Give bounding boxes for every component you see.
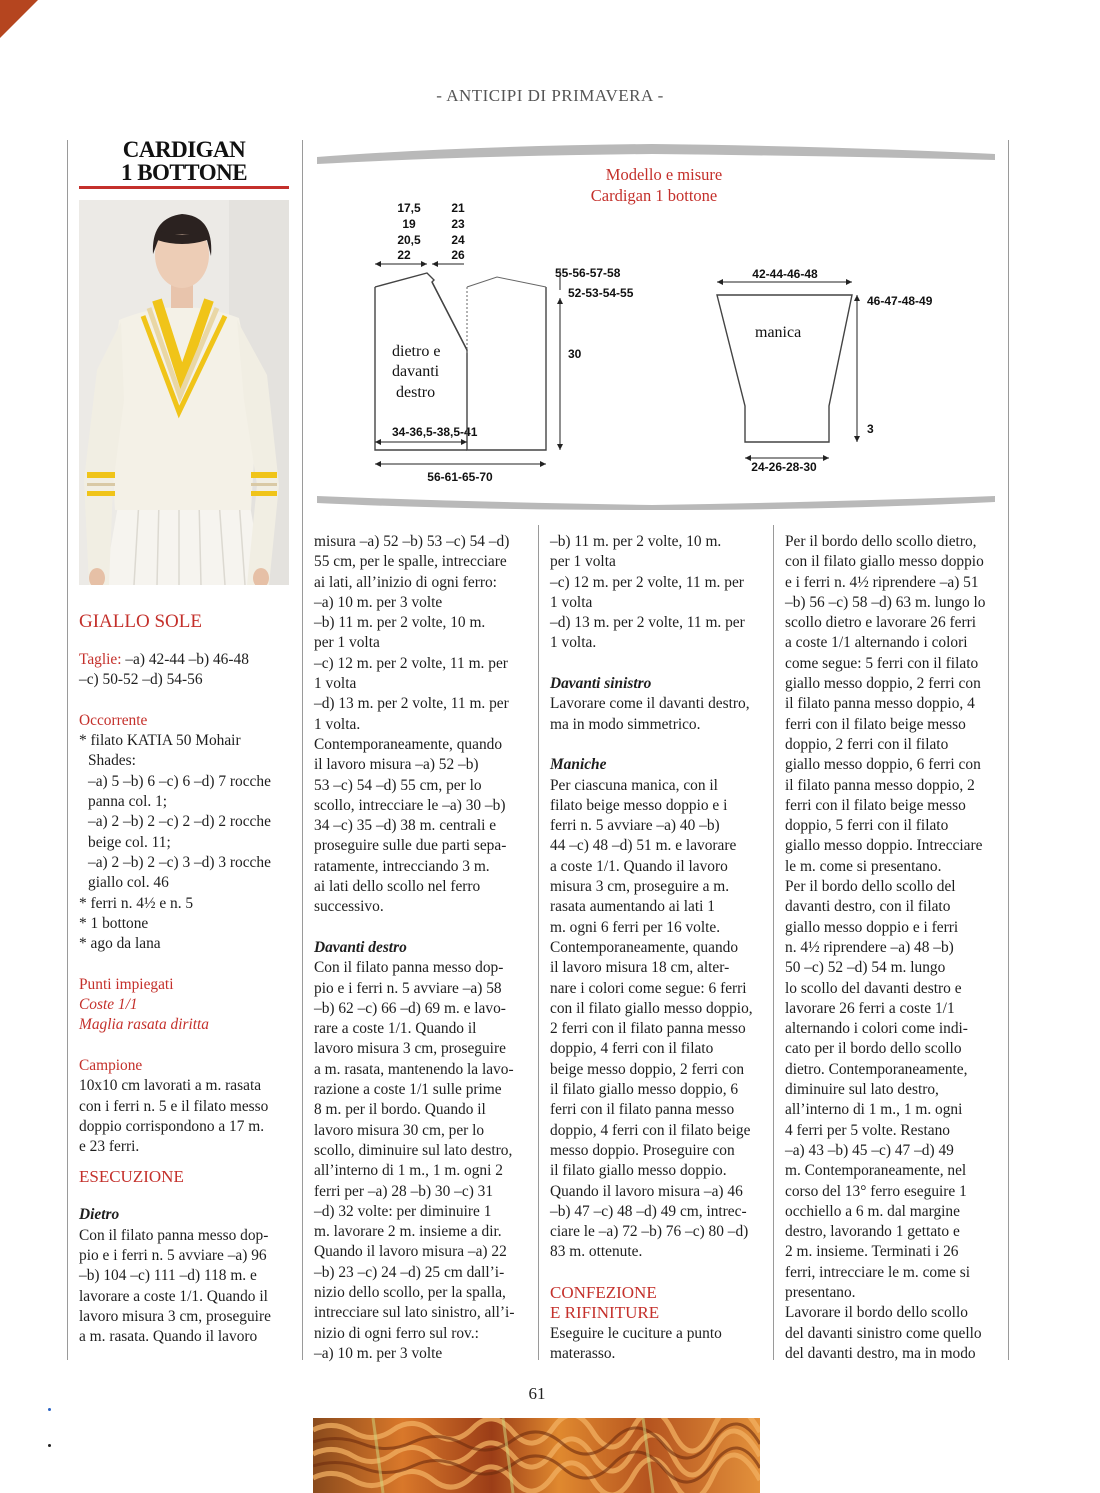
text-line: con i ferri n. 5 e il filato messo <box>79 1097 269 1115</box>
body-left-panel <box>375 273 546 450</box>
text-line: m. Contemporaneamente, nel <box>785 1162 967 1180</box>
sizes-line <box>79 650 289 670</box>
body-label-line: davanti <box>392 363 440 380</box>
text-line: filato beige messo doppio e i <box>550 796 728 814</box>
text-line: Lavorare come il davanti destro, <box>550 695 750 713</box>
text-line: corso del 13° ferro eseguire 1 <box>785 1182 967 1200</box>
text-line: il filato panna messo doppio, 2 <box>785 776 975 794</box>
cuff-label: 3 <box>867 422 874 436</box>
text-line: 10x10 cm lavorati a m. rasata <box>79 1077 262 1095</box>
text-line: –b) 104 –c) 111 –d) 118 m. e <box>79 1267 257 1285</box>
text-line: lo scollo del davanti destro e <box>785 979 962 997</box>
text-line: messo doppio. Proseguire con <box>550 1141 735 1159</box>
section-heading: Campione <box>79 1056 143 1074</box>
neck-label: 24 <box>451 233 465 247</box>
sizes-values: –a) 42-44 –b) 46-48 <box>121 651 249 668</box>
text-line: le m. come si presentano. <box>785 857 942 875</box>
text-line: presentano. <box>785 1283 856 1301</box>
text-line: Quando il lavoro misura –a) 22 <box>314 1243 507 1261</box>
text-line: beige col. 11; <box>88 833 171 851</box>
text-line: m. ogni 6 ferri per 16 volte. <box>550 918 721 936</box>
text-line: –c) 50-52 –d) 54-56 <box>79 671 203 689</box>
stitch-name: Maglia rasata diritta <box>79 1016 209 1034</box>
text-line: Con il filato panna messo dop- <box>314 959 504 977</box>
text-line: ferri n. 5 avviare –a) 40 –b) <box>550 817 720 835</box>
text-line: panna col. 1; <box>88 793 168 811</box>
text-line: –a) 43 –b) 45 –c) 47 –d) 49 <box>785 1141 954 1159</box>
text-line: a m. rasata. Quando il lavoro <box>79 1328 258 1346</box>
height-label-top: 55-56-57-58 <box>555 266 621 280</box>
text-line: 83 m. ottenute. <box>550 1243 643 1261</box>
text-line: ma in modo simmetrico. <box>550 715 701 733</box>
margin-dot <box>48 1408 51 1411</box>
stitch-name: Coste 1/1 <box>79 996 138 1014</box>
column-divider <box>773 525 774 1360</box>
column-4 <box>785 532 995 1364</box>
text-line: scollo, diminuire sul lato destro, <box>314 1141 513 1159</box>
height-label-second: 52-53-54-55 <box>568 286 634 300</box>
text-line: lavorare 26 ferri a coste 1/1 <box>785 999 955 1017</box>
margin-dot <box>48 1444 51 1447</box>
text-line: –a) 2 –b) 2 –c) 3 –d) 3 rocche <box>88 853 271 871</box>
text-line: –d) 13 m. per 2 volte, 11 m. per <box>550 614 745 632</box>
column-divider <box>1008 140 1009 1360</box>
corner-decoration <box>0 0 38 38</box>
page-title <box>79 138 289 184</box>
text-line: 50 –c) 52 –d) 54 m. lungo <box>785 959 946 977</box>
text-line: all’interno di 1 m., 1 m. ogni <box>785 1101 963 1119</box>
text-line: razione a coste 1/1 sulle prime <box>314 1081 502 1099</box>
text-line: a m. rasata, mantenendo la lavo- <box>314 1060 514 1078</box>
text-line: giallo col. 46 <box>88 874 169 892</box>
frame-top <box>317 144 995 164</box>
text-line: doppio, 2 ferri con il filato <box>785 735 949 753</box>
text-line: –b) 56 –c) 58 –d) 63 m. lungo lo <box>785 593 986 611</box>
text-line: –b) 11 m. per 2 volte, 10 m. <box>550 533 722 550</box>
text-line: lavorare a coste 1/1. Quando il <box>79 1287 268 1305</box>
text-line: giallo messo doppio e i ferri <box>785 918 959 936</box>
text-line: * ferri n. 4½ e n. 5 <box>79 894 194 912</box>
diagram-title-1: Modello e misure <box>605 165 723 184</box>
text-line: 8 m. per il bordo. Quando il <box>314 1101 486 1119</box>
text-line: Per il bordo dello scollo dietro, <box>785 533 977 550</box>
text-line: davanti destro, con il filato <box>785 898 951 916</box>
text-line: 2 m. insieme. Terminati i 26 <box>785 1243 959 1261</box>
section-heading: ESECUZIONE <box>79 1167 184 1187</box>
title-underline <box>79 186 289 189</box>
body-label-line: destro <box>396 384 436 401</box>
text-line: ferri con il filato beige messo <box>785 715 966 733</box>
text-line: m. lavorare 2 m. insieme a dir. <box>314 1223 502 1241</box>
text-line: pio e i ferri n. 5 avviare –a) 58 <box>314 979 502 997</box>
total-width-label: 56-61-65-70 <box>427 470 493 484</box>
text-line: Per il bordo dello scollo del <box>785 878 956 896</box>
color-name: GIALLO SOLE <box>79 611 202 632</box>
height-label-30: 30 <box>568 347 582 361</box>
text-line: il lavoro misura –a) 52 –b) <box>314 756 479 774</box>
section-heading: E RIFINITURE <box>550 1303 660 1323</box>
text-line: * filato KATIA 50 Mohair <box>79 732 241 750</box>
text-line: doppio corrispondono a 17 m. <box>79 1117 265 1135</box>
text-line: –a) 10 m. per 3 volte <box>314 593 443 611</box>
schematic-diagram <box>312 140 1000 510</box>
title-line-2: 1 BOTTONE <box>120 160 248 185</box>
text-line: scollo, intrecciare le –a) 30 –b) <box>314 796 506 814</box>
text-line: ferri, intrecciare le m. come si <box>785 1263 971 1281</box>
text-line: lavoro misura 3 cm, proseguire <box>79 1307 271 1325</box>
text-line: pio e i ferri n. 5 avviare –a) 96 <box>79 1247 267 1265</box>
text-line: –c) 12 m. per 2 volte, 11 m. per <box>550 573 744 591</box>
text-line: ai lati dello scollo nel ferro <box>314 878 481 896</box>
text-line: scollo dietro e lavorare 26 ferri <box>785 614 977 632</box>
body-label-line: dietro e <box>392 343 441 360</box>
text-line: misura –a) 52 –b) 53 –c) 54 –d) <box>314 533 510 550</box>
text-line: a coste 1/1 alternando i colori <box>785 634 968 652</box>
text-line: –b) 23 –c) 24 –d) 25 cm dall’i- <box>314 1263 505 1281</box>
text-line: e 23 ferri. <box>79 1138 140 1156</box>
shoulder-label: 20,5 <box>397 233 421 247</box>
column-divider <box>67 140 68 1360</box>
text-line: alternando i colori come indi- <box>785 1020 968 1038</box>
sleeve-height-label: 46-47-48-49 <box>867 294 933 308</box>
text-line: successivo. <box>314 898 384 916</box>
text-line: 2 ferri con il filato panna messo <box>550 1020 746 1038</box>
text-line: proseguire sulle due parti sepa- <box>314 837 507 855</box>
page-header: - ANTICIPI DI PRIMAVERA - <box>436 86 664 105</box>
text-line: nizio di ogni ferro sul rov.: <box>314 1324 479 1342</box>
text-line: ratamente, intrecciando 3 m. <box>314 857 490 875</box>
text-line: Shades: <box>88 752 136 770</box>
sizes-label: Taglie: <box>79 651 122 668</box>
subsection-heading: Dietro <box>79 1206 120 1224</box>
neck-label: 26 <box>451 248 465 262</box>
text-line: e i ferri n. 4½ riprendere –a) 51 <box>785 573 979 591</box>
text-line: diminuire sul lato destro, <box>785 1081 939 1099</box>
subsection-heading: Davanti sinistro <box>550 675 652 693</box>
text-line: 44 –c) 48 –d) 51 m. e lavorare <box>550 837 737 855</box>
text-line: ferri con il filato panna messo <box>550 1101 735 1119</box>
text-line: Eseguire le cuciture a punto <box>550 1324 722 1342</box>
text-line: il filato giallo messo doppio, 6 <box>550 1081 739 1099</box>
text-line: nare i colori come segue: 6 ferri <box>550 979 747 997</box>
text-line: a coste 1/1. Quando il lavoro <box>550 857 728 875</box>
subsection-heading: Davanti destro <box>314 938 407 956</box>
text-line: –c) 12 m. per 2 volte, 11 m. per <box>314 654 508 672</box>
diagram-title-2: Cardigan 1 bottone <box>590 186 718 205</box>
text-line: –a) 10 m. per 3 volte <box>314 1344 443 1362</box>
text-line: 1 volta <box>314 675 357 693</box>
text-line: ferri per –a) 28 –b) 30 –c) 31 <box>314 1182 494 1200</box>
text-line: –a) 5 –b) 6 –c) 6 –d) 7 rocche <box>88 772 271 790</box>
shoulder-label: 22 <box>397 248 411 262</box>
model-photo <box>79 200 289 585</box>
text-line: Contemporaneamente, quando <box>550 938 739 956</box>
yarn-texture-image <box>313 1418 760 1493</box>
text-line: –d) 13 m. per 2 volte, 11 m. per <box>314 695 509 713</box>
text-line: intrecciare sul lato sinistro, all’i- <box>314 1304 515 1322</box>
text-line: doppio, 4 ferri con il filato <box>550 1040 714 1058</box>
text-line: –d) 32 volte: per diminuire 1 <box>314 1202 492 1220</box>
text-line: per 1 volta <box>550 553 616 571</box>
text-line: cato per il bordo dello scollo <box>785 1040 962 1058</box>
shoulder-label: 19 <box>402 217 416 231</box>
text-line: con il filato giallo messo doppio, <box>550 999 753 1017</box>
text-line: Quando il lavoro misura –a) 46 <box>550 1182 743 1200</box>
text-line: per 1 volta <box>314 634 380 652</box>
sleeve-top-label: 42-44-46-48 <box>752 267 818 281</box>
text-line: –b) 11 m. per 2 volte, 10 m. <box>314 614 486 632</box>
neck-label: 21 <box>451 201 465 215</box>
section-heading: Occorrente <box>79 711 148 729</box>
text-line: materasso. <box>550 1344 616 1362</box>
sleeve-label: manica <box>755 324 802 341</box>
text-line: 55 cm, per le spalle, intrecciare <box>314 553 507 571</box>
text-line: occhiello a 6 m. dal margine <box>785 1202 960 1220</box>
column-2 <box>314 532 524 1364</box>
column-divider <box>302 140 303 1360</box>
text-line: doppio, 5 ferri con il filato <box>785 817 949 835</box>
text-line: come segue: 5 ferri con il filato <box>785 654 979 672</box>
text-line: 4 ferri per 5 volte. Restano <box>785 1121 950 1139</box>
title-line-1: CARDIGAN <box>122 137 246 162</box>
text-line: * ago da lana <box>79 935 161 953</box>
sleeve-bottom-label: 24-26-28-30 <box>751 460 817 474</box>
text-line: –b) 47 –c) 48 –d) 49 cm, intrec- <box>550 1202 747 1220</box>
text-line: n. 4½ riprendere –a) 48 –b) <box>785 938 954 956</box>
text-line: ferri con il filato beige messo <box>785 796 966 814</box>
sleeve-piece <box>717 295 852 442</box>
text-line: 53 –c) 54 –d) 55 cm, per lo <box>314 776 482 794</box>
page-number: 61 <box>528 1384 546 1403</box>
text-line: destro, lavorando 1 gettato e <box>785 1223 960 1241</box>
shoulder-label: 17,5 <box>397 201 421 215</box>
front-width-label: 34-36,5-38,5-41 <box>392 425 478 439</box>
column-1 <box>79 610 289 1348</box>
text-line: giallo messo doppio, 2 ferri con <box>785 675 981 693</box>
neck-label: 23 <box>451 217 465 231</box>
text-line: il filato giallo messo doppio. <box>550 1162 727 1180</box>
text-line: dietro. Contemporaneamente, <box>785 1060 968 1078</box>
text-line: beige messo doppio, 2 ferri con <box>550 1060 745 1078</box>
text-line: lavoro misura 3 cm, proseguire <box>314 1040 506 1058</box>
text-line: misura 3 cm, proseguire a m. <box>550 878 730 896</box>
text-line: il lavoro misura 18 cm, alter- <box>550 959 730 977</box>
text-line: nizio dello scollo, per la spalla, <box>314 1283 506 1301</box>
text-line: rasata aumentando ai lati 1 <box>550 898 715 916</box>
text-line: Per ciascuna manica, con il <box>550 776 718 794</box>
text-line: ciare le –a) 72 –b) 76 –c) 80 –d) <box>550 1223 749 1241</box>
text-line: con il filato giallo messo doppio <box>785 553 984 571</box>
text-line: Lavorare il bordo dello scollo <box>785 1304 968 1322</box>
text-line: 1 volta. <box>314 715 361 733</box>
text-line: rare a coste 1/1. Quando il <box>314 1020 477 1038</box>
text-line: giallo messo doppio. Intrecciare <box>785 837 983 855</box>
frame-bottom <box>317 496 995 510</box>
text-line: –a) 2 –b) 2 –c) 2 –d) 2 rocche <box>88 813 271 831</box>
text-line: lavoro misura 30 cm, per lo <box>314 1121 485 1139</box>
text-line: 1 volta <box>550 593 593 611</box>
text-line: del davanti destro, ma in modo <box>785 1344 976 1362</box>
column-3 <box>550 532 760 1364</box>
text-line: * 1 bottone <box>79 914 149 932</box>
text-line: Contemporaneamente, quando <box>314 735 503 753</box>
text-line: ai lati, all’inizio di ogni ferro: <box>314 573 497 591</box>
text-line: 34 –c) 35 –d) 38 m. centrali e <box>314 817 497 835</box>
text-line: 1 volta. <box>550 634 597 652</box>
subsection-heading: Maniche <box>550 756 607 774</box>
section-heading: Punti impiegati <box>79 975 174 993</box>
text-line: del davanti sinistro come quello <box>785 1324 982 1342</box>
text-line: –b) 62 –c) 66 –d) 69 m. e lavo- <box>314 999 506 1017</box>
text-line: il filato panna messo doppio, 4 <box>785 695 975 713</box>
column-divider <box>538 525 539 1360</box>
text-line: doppio, 4 ferri con il filato beige <box>550 1121 751 1139</box>
text-line: all’interno di 1 m., 1 m. ogni 2 <box>314 1162 503 1180</box>
text-line: Con il filato panna messo dop- <box>79 1226 269 1244</box>
text-line: giallo messo doppio, 6 ferri con <box>785 756 981 774</box>
section-heading: CONFEZIONE <box>550 1282 657 1302</box>
